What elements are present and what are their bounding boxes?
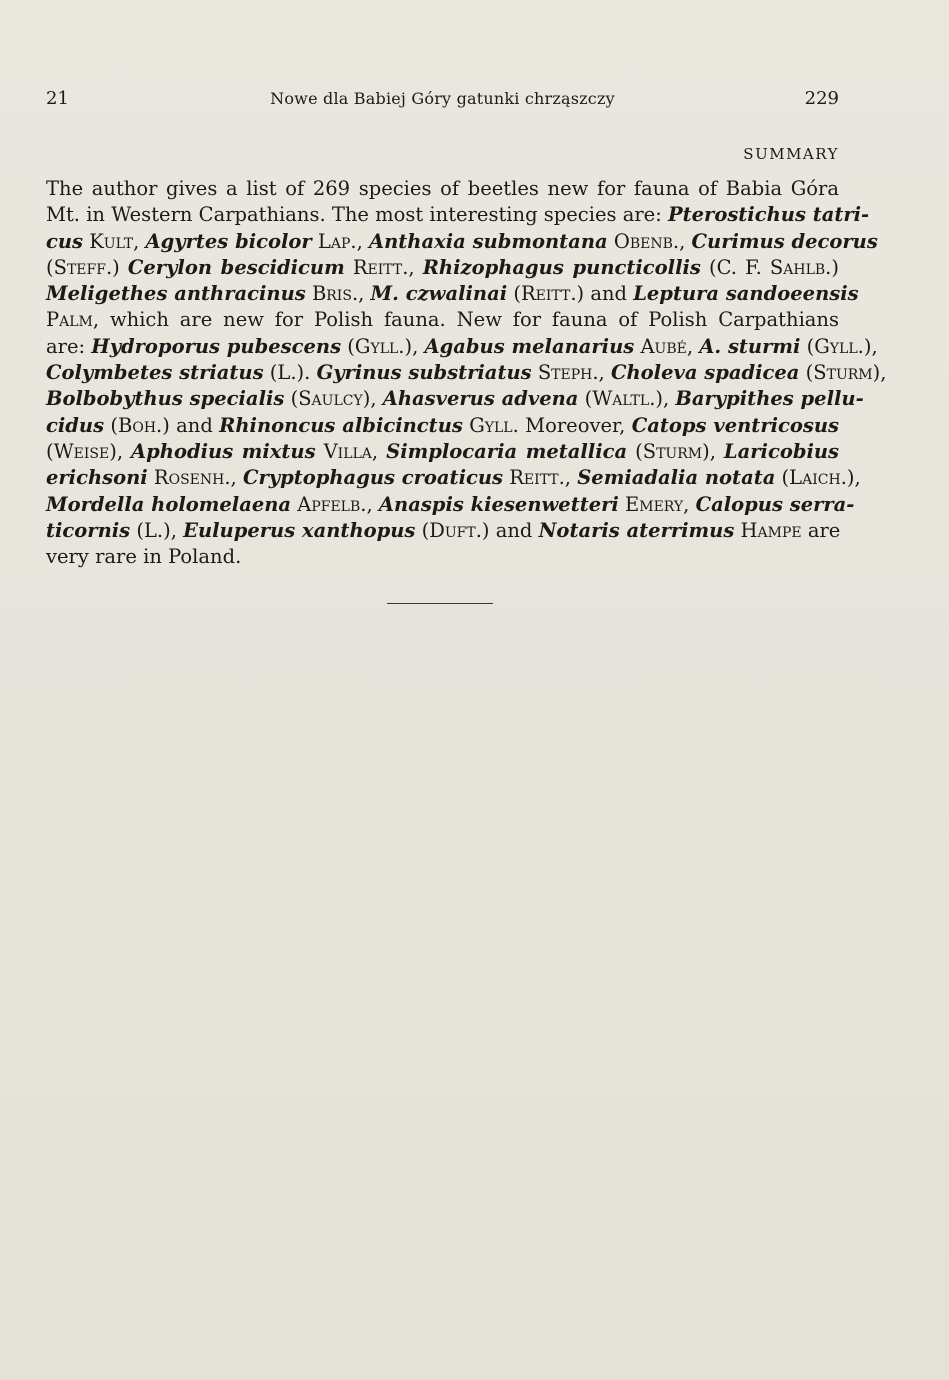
text-line	[46, 413, 839, 439]
species-name: Cryptophagus croaticus	[242, 466, 504, 490]
text-run: .,	[351, 282, 371, 306]
species-name: ticornis	[46, 518, 131, 542]
text-run: .	[398, 334, 405, 358]
text-run: (	[104, 413, 119, 437]
text-run: (	[46, 255, 54, 279]
species-name: Calopus serra-	[695, 492, 855, 516]
text-run: .,	[350, 229, 369, 253]
author-name: Apfelb	[297, 492, 361, 516]
author-name: Sahlb	[769, 255, 826, 279]
author-name: Boh	[118, 413, 157, 437]
text-line	[46, 307, 839, 333]
text-line	[46, 544, 839, 570]
text-run: (C. F.	[700, 255, 770, 279]
author-name: Gyll	[469, 413, 513, 437]
species-name: Rhinoncus albicinctus	[219, 413, 463, 437]
page-number-right: 229	[804, 88, 839, 109]
text-line	[46, 229, 878, 255]
text-run: (	[578, 387, 593, 411]
author-name: Obenb	[613, 229, 673, 253]
author-name: Reitt	[352, 255, 403, 279]
page-number-left: 21	[46, 88, 69, 109]
text-run: ,	[686, 334, 700, 358]
text-run: ),	[863, 334, 878, 358]
text-run: .)	[105, 255, 128, 279]
text-run: (	[627, 439, 643, 463]
text-run: , which are new for Polish fauna. New for fauna of Polish Carpathians	[92, 308, 839, 332]
author-name: Waltl	[592, 387, 650, 411]
author-name: Laich	[789, 466, 841, 490]
text-run: (	[507, 282, 521, 306]
section-end-rule	[387, 603, 493, 604]
author-name: Gyll	[814, 334, 858, 358]
text-line	[46, 439, 839, 465]
author-name: Kult	[89, 229, 134, 253]
text-line	[46, 465, 861, 491]
text-run: (	[284, 387, 299, 411]
text-run: ,	[371, 439, 387, 463]
text-run: (L.),	[130, 518, 184, 542]
text-run: .	[840, 466, 847, 490]
text-run: .,	[672, 229, 692, 253]
species-name: Mordella holomelaena	[46, 492, 292, 516]
text-run: (	[46, 439, 54, 463]
text-run: (	[775, 466, 790, 490]
text-run: .	[857, 334, 864, 358]
text-run: .,	[402, 255, 423, 279]
text-run: ,	[683, 492, 696, 516]
text-run: ,	[133, 229, 146, 253]
author-name: Weise	[53, 439, 110, 463]
species-name: Semiadalia notata	[577, 466, 776, 490]
species-name: cus	[46, 229, 84, 253]
text-line	[46, 202, 870, 228]
author-name: Gyll	[354, 334, 399, 358]
text-run: (	[415, 518, 430, 542]
species-name: erichsoni	[46, 466, 148, 490]
text-run: .,	[224, 466, 243, 490]
text-line	[46, 518, 839, 544]
text-run	[345, 256, 353, 279]
text-run: ),	[846, 466, 861, 490]
text-run: ),	[109, 439, 132, 463]
species-name: Cerylon bescidicum	[127, 255, 345, 279]
text-line	[46, 255, 839, 281]
text-run: .,	[592, 361, 611, 385]
species-name: Aphodius mixtus	[131, 439, 316, 463]
author-name: Reitt	[509, 466, 559, 490]
text-run: (	[800, 334, 815, 358]
text-run: very rare in Poland.	[46, 545, 242, 569]
text-run: are	[801, 518, 841, 542]
text-run: ),	[404, 334, 425, 358]
text-run: ),	[362, 387, 383, 411]
text-run: ),	[702, 439, 724, 463]
species-name: Colymbetes striatus	[46, 361, 264, 385]
text-run: Mt. in Western Carpathians. The most interesting species are:	[46, 203, 668, 227]
text-line	[46, 386, 864, 412]
author-name: Steph	[537, 361, 593, 385]
species-name: Meligethes anthracinus	[46, 282, 306, 306]
text-run: ),	[655, 387, 676, 411]
text-run: .,	[558, 466, 578, 490]
text-run: .) and	[156, 413, 220, 437]
author-name: Bris	[311, 282, 352, 306]
species-name: Choleva spadicea	[610, 361, 800, 385]
text-line	[46, 176, 839, 202]
text-run: (	[341, 334, 355, 358]
species-name: A. sturmi	[699, 334, 801, 358]
species-name: Simplocaria metallica	[386, 439, 628, 463]
text-run: are:	[46, 334, 92, 358]
author-name: Lap	[317, 229, 351, 253]
species-name: Pterostichus tatri-	[667, 203, 870, 227]
author-name: Hampe	[740, 518, 802, 542]
species-name: Ahasverus advena	[382, 387, 579, 411]
text-run: The author gives a list of 269 species of beetles new for fauna of Babia Góra	[46, 177, 839, 200]
text-run: .	[649, 387, 656, 411]
text-run: ),	[872, 361, 887, 385]
species-name: Curimus decorus	[691, 229, 878, 253]
species-name: Agabus melanarius	[424, 334, 635, 358]
running-title: Nowe dla Babiej Góry gatunki chrząszczy	[270, 89, 615, 108]
author-name: Emery	[625, 492, 684, 516]
author-name: Saulcy	[298, 387, 363, 411]
species-name: Agyrtes bicolor	[145, 229, 312, 253]
species-name: Bolbobythus specialis	[46, 387, 285, 411]
text-run: .,	[360, 492, 379, 516]
species-name: M. czwalinai	[370, 282, 508, 306]
species-name: Catops ventricosus	[631, 413, 840, 437]
author-name: Reitt	[520, 282, 571, 306]
summary-heading: SUMMARY	[743, 145, 839, 163]
species-name: Notaris aterrimus	[538, 518, 735, 542]
species-name: Euluperus xanthopus	[183, 518, 416, 542]
text-run: .)	[825, 255, 839, 279]
text-line	[46, 492, 855, 518]
text-line	[46, 334, 878, 360]
species-name: Hydroporus pubescens	[91, 334, 342, 358]
text-run: (L.).	[263, 361, 317, 385]
text-run: .) and	[475, 518, 539, 542]
author-name: Villa	[323, 439, 372, 463]
species-name: Leptura sandoeensis	[633, 282, 859, 306]
text-run: . Moreover,	[512, 413, 632, 437]
species-name: cidus	[46, 413, 105, 437]
summary-paragraph	[46, 176, 887, 570]
author-name: Sturm	[813, 361, 873, 385]
author-name: Rosenh	[153, 466, 225, 490]
author-name: Steff	[53, 255, 106, 279]
species-name: Gyrinus substriatus	[316, 361, 532, 385]
text-run	[316, 440, 324, 463]
author-name: Aubé	[640, 334, 687, 358]
author-name: Duft	[429, 518, 476, 542]
species-name: Anaspis kiesenwetteri	[378, 492, 619, 516]
species-name: Anthaxia submontana	[368, 229, 608, 253]
text-line	[46, 281, 859, 307]
species-name: Laricobius	[723, 439, 840, 463]
text-line	[46, 360, 887, 386]
species-name: Barypithes pellu-	[675, 387, 864, 411]
running-header	[46, 88, 839, 114]
author-name: Sturm	[642, 439, 703, 463]
species-name: Rhizophagus puncticollis	[422, 255, 701, 279]
author-name: Palm	[46, 308, 93, 332]
text-run: .) and	[570, 282, 634, 306]
text-run: (	[799, 361, 814, 385]
